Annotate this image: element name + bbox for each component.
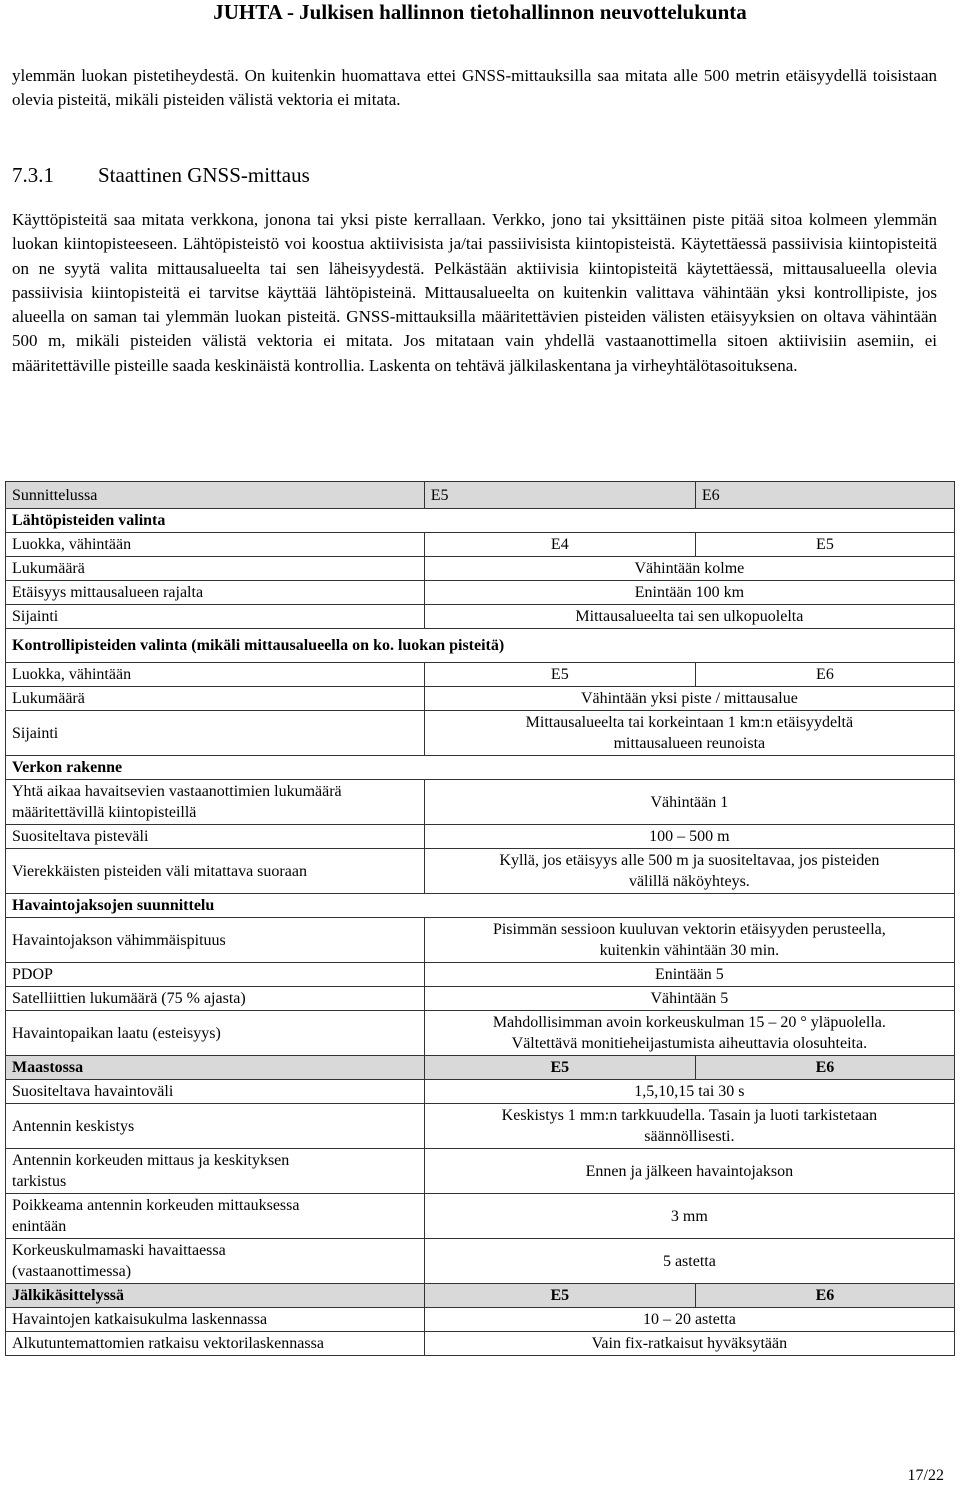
subheading-lahtopisteet: [6, 509, 955, 533]
subheading-text: Verkon rakenne: [6, 756, 955, 780]
label-line: enintään: [12, 1218, 67, 1235]
row-e5: E4: [424, 533, 695, 557]
row-label: Lukumäärä: [6, 687, 425, 711]
row-value: 5 astetta: [424, 1239, 954, 1284]
subheading-text: Havaintojaksojen suunnittelu: [6, 894, 955, 918]
row-label: Havaintojakson vähimmäispituus: [6, 918, 425, 963]
value-line: välillä näköyhteys.: [628, 873, 750, 890]
band-label: Jälkikäsittelyssä: [6, 1284, 425, 1308]
body-paragraph: Käyttöpisteitä saa mitata verkkona, jonona tai yksi piste kerrallaan. Verkko, jono tai yksittäinen piste pitää sitoa kolmeen ylemmän luokan kiintopisteeseen. Lähtöpisteistö voi koostua aktiivisista ja/tai passiivisista kiintopisteistä. Käytettäessä passiivisia kiintopisteitä on ne syytä valita mittausalueelta tai sen läheisyydestä. Pelkästään aktiivisia kiintopisteitä käytettäessä, mittausalueella olevia passiivisia kiintopisteitä ei tarvitse käyttää lähtöpisteinä. Mittausalueelta on kuitenkin valittava vähintään yksi kontrollipiste, jos alueella on saman tai ylemmän luokan pisteitä. GNSS-mittauksilla määritettävien pisteiden välisten etäisyyksien on oltava vähintään 500 m, mikäli pisteiden välistä vektoria ei mitata. Jos mitataan vain yhdellä vastaanottimella sitoen aktiivisiin asemiin, ei määritettäville pisteille saada keskinäistä kontrollia. Laskenta on tehtävä jälkilaskentana ja virheyhtälötasoituksena.: [12, 210, 937, 375]
row-value: 1,5,10,15 tai 30 s: [424, 1080, 954, 1104]
table-row: [6, 1080, 955, 1104]
intro-text: ylemmän luokan pistetiheydestä. On kuitenkin huomattava ettei GNSS-mittauksilla saa mitata alle 500 metrin etäisyydellä toisistaan olevia pisteitä, mikäli pisteiden välistä vektoria ei mitata.: [12, 66, 937, 109]
row-value: Ennen ja jälkeen havaintojakson: [424, 1149, 954, 1194]
band-e5: E5: [424, 1056, 695, 1080]
table-row: [6, 663, 955, 687]
band-e6: E6: [695, 482, 954, 509]
table-row: [6, 918, 955, 963]
intro-paragraph: [12, 64, 937, 112]
value-line: kuitenkin vähintään 30 min.: [599, 942, 780, 959]
row-value: 10 – 20 astetta: [424, 1308, 954, 1332]
band-label: Maastossa: [6, 1056, 425, 1080]
table-row: [6, 1149, 955, 1194]
row-label: [6, 1149, 425, 1194]
row-label: Lukumäärä: [6, 557, 425, 581]
row-e6: E6: [695, 663, 954, 687]
section-title: Staattinen GNSS-mittaus: [98, 163, 310, 187]
row-value: Enintään 5: [424, 963, 954, 987]
band-label: Sunnittelussa: [6, 482, 425, 509]
row-label: Alkutuntemattomien ratkaisu vektorilaskennassa: [6, 1332, 425, 1356]
row-value: [424, 1011, 954, 1056]
label-line: Antennin korkeuden mittaus ja keskityksen: [12, 1152, 290, 1169]
row-label: [6, 1194, 425, 1239]
band-suunnittelussa: [6, 482, 955, 509]
value-line: Mittausalueelta tai korkeintaan 1 km:n etäisyydeltä: [525, 714, 854, 731]
value-line: Vältettävä monitieheijastumista aiheuttavia olosuhteita.: [511, 1035, 868, 1052]
value-line: Pisimmän sessioon kuuluvan vektorin etäisyyden perusteella,: [492, 921, 886, 938]
label-line: Poikkeama antennin korkeuden mittauksessa: [12, 1197, 300, 1214]
row-e6: E5: [695, 533, 954, 557]
band-e5: E5: [424, 482, 695, 509]
table-row: [6, 780, 955, 825]
table-row: [6, 825, 955, 849]
section-number: 7.3.1: [12, 163, 54, 187]
row-label: Suositeltava havaintoväli: [6, 1080, 425, 1104]
row-label: Sijainti: [6, 711, 425, 756]
band-maastossa: [6, 1056, 955, 1080]
value-line: säännöllisesti.: [644, 1128, 735, 1145]
row-value: Enintään 100 km: [424, 581, 954, 605]
row-value: Vähintään 1: [424, 780, 954, 825]
table-row: [6, 1011, 955, 1056]
spec-table: [5, 481, 955, 1356]
row-value: [424, 918, 954, 963]
band-jalkikasittelyssa: [6, 1284, 955, 1308]
document-header: JUHTA - Julkisen hallinnon tietohallinnon neuvottelukunta: [213, 0, 747, 24]
table-row: [6, 1194, 955, 1239]
table-row: [6, 687, 955, 711]
table-row: [6, 605, 955, 629]
row-value: Vain fix-ratkaisut hyväksytään: [424, 1332, 954, 1356]
row-value: Mittausalueelta tai sen ulkopuolelta: [424, 605, 954, 629]
row-label: Luokka, vähintään: [6, 663, 425, 687]
row-value: [424, 1104, 954, 1149]
row-value: 3 mm: [424, 1194, 954, 1239]
row-value: Vähintään 5: [424, 987, 954, 1011]
row-label: Havaintojen katkaisukulma laskennassa: [6, 1308, 425, 1332]
row-value: [424, 711, 954, 756]
row-label: Antennin keskistys: [6, 1104, 425, 1149]
section-heading: [12, 162, 310, 188]
subheading-kontrollipisteet: [6, 629, 955, 663]
table-row: [6, 557, 955, 581]
row-label: [6, 1239, 425, 1284]
row-label: Havaintopaikan laatu (esteisyys): [6, 1011, 425, 1056]
band-e5: E5: [424, 1284, 695, 1308]
value-line: mittausalueen reunoista: [613, 735, 766, 752]
row-label: Luokka, vähintään: [6, 533, 425, 557]
row-value: [424, 849, 954, 894]
row-label: Vierekkäisten pisteiden väli mitattava suoraan: [6, 849, 425, 894]
row-label: Satelliittien lukumäärä (75 % ajasta): [6, 987, 425, 1011]
table-row: [6, 1239, 955, 1284]
table-row: [6, 987, 955, 1011]
table-row: [6, 1332, 955, 1356]
table-row: [6, 963, 955, 987]
row-label: Etäisyys mittausalueen rajalta: [6, 581, 425, 605]
label-line: Korkeuskulmamaski havaittaessa: [12, 1242, 226, 1259]
subheading-text: Lähtöpisteiden valinta: [6, 509, 955, 533]
row-value: Vähintään kolme: [424, 557, 954, 581]
band-e6: E6: [695, 1056, 954, 1080]
table-row: [6, 711, 955, 756]
label-line: (vastaanottimessa): [12, 1263, 132, 1280]
subheading-havaintojaksot: [6, 894, 955, 918]
row-label: Sijainti: [6, 605, 425, 629]
table-row: [6, 581, 955, 605]
row-value: Vähintään yksi piste / mittausalue: [424, 687, 954, 711]
section-body: [12, 208, 937, 378]
row-value: 100 – 500 m: [424, 825, 954, 849]
page-number: 17/22: [907, 1467, 944, 1484]
row-e5: E5: [424, 663, 695, 687]
label-line: Yhtä aikaa havaitsevien vastaanottimien lukumäärä: [12, 783, 342, 800]
subheading-text: Kontrollipisteiden valinta (mikäli mittausalueella on ko. luokan pisteitä): [6, 629, 955, 663]
row-label: [6, 780, 425, 825]
row-label: Suositeltava pisteväli: [6, 825, 425, 849]
row-label: PDOP: [6, 963, 425, 987]
label-line: tarkistus: [12, 1173, 67, 1190]
value-line: Mahdollisimman avoin korkeuskulman 15 – 20 ° yläpuolella.: [492, 1014, 886, 1031]
value-line: Keskistys 1 mm:n tarkkuudella. Tasain ja luoti tarkistetaan: [501, 1107, 878, 1124]
table-row: [6, 1308, 955, 1332]
label-line: määritettävillä kiintopisteillä: [12, 804, 197, 821]
table-row: [6, 1104, 955, 1149]
band-e6: E6: [695, 1284, 954, 1308]
table-row: [6, 849, 955, 894]
subheading-verkko: [6, 756, 955, 780]
table-row: [6, 533, 955, 557]
value-line: Kyllä, jos etäisyys alle 500 m ja suositeltavaa, jos pisteiden: [499, 852, 880, 869]
